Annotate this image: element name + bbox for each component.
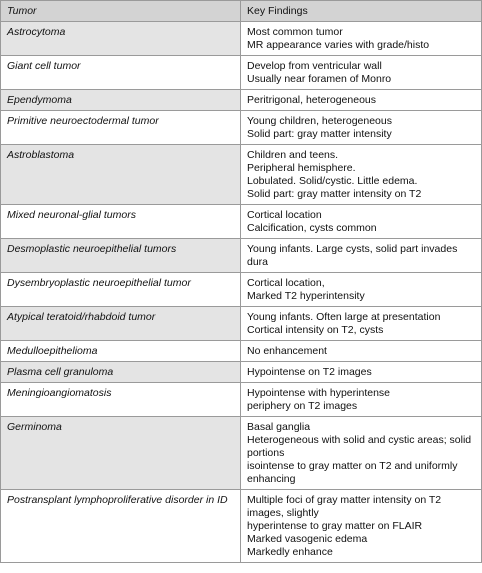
finding-line: isointense to gray matter on T2 and uniformly enhancing xyxy=(247,460,458,485)
findings-cell xyxy=(241,417,482,490)
tumor-cell: Astrocytoma xyxy=(1,22,241,56)
table-row xyxy=(1,341,482,362)
findings-cell xyxy=(241,273,482,307)
finding-line: Peripheral hemisphere. xyxy=(247,162,356,174)
tumor-cell: Medulloepithelioma xyxy=(1,341,241,362)
findings-cell xyxy=(241,111,482,145)
finding-line: Basal ganglia xyxy=(247,421,311,433)
finding-line: Cortical location xyxy=(247,209,322,221)
findings-cell xyxy=(241,383,482,417)
table-row xyxy=(1,90,482,111)
findings-cell xyxy=(241,307,482,341)
header-tumor: Tumor xyxy=(1,1,241,22)
findings-cell xyxy=(241,362,482,383)
table-row xyxy=(1,490,482,563)
finding-line: Most common tumor xyxy=(247,26,343,38)
finding-line: Cortical location, xyxy=(247,277,325,289)
tumor-cell: Desmoplastic neuroepithelial tumors xyxy=(1,239,241,273)
table-row xyxy=(1,205,482,239)
finding-line: Heterogeneous with solid and cystic areas; solid portions xyxy=(247,434,472,459)
finding-line: Marked T2 hyperintensity xyxy=(247,290,365,302)
table-row xyxy=(1,307,482,341)
header-row xyxy=(1,1,482,22)
finding-line: Young children, heterogeneous xyxy=(247,115,392,127)
table-row xyxy=(1,362,482,383)
finding-line: Usually near foramen of Monro xyxy=(247,73,392,85)
findings-cell xyxy=(241,22,482,56)
findings-cell xyxy=(241,239,482,273)
tumor-cell: Germinoma xyxy=(1,417,241,490)
tumor-cell: Primitive neuroectodermal tumor xyxy=(1,111,241,145)
findings-cell xyxy=(241,490,482,563)
table-row xyxy=(1,383,482,417)
table-row xyxy=(1,273,482,307)
tumor-cell: Mixed neuronal-glial tumors xyxy=(1,205,241,239)
finding-line: Solid part: gray matter intensity on T2 xyxy=(247,188,422,200)
tumor-cell: Giant cell tumor xyxy=(1,56,241,90)
findings-cell xyxy=(241,205,482,239)
finding-line: Calcification, cysts common xyxy=(247,222,377,234)
tumor-cell: Meningioangiomatosis xyxy=(1,383,241,417)
tumor-cell: Dysembryoplastic neuroepithelial tumor xyxy=(1,273,241,307)
finding-line: Cortical intensity on T2, cysts xyxy=(247,324,384,336)
finding-line: Marked vasogenic edema xyxy=(247,533,368,545)
finding-line: Develop from ventricular wall xyxy=(247,60,382,72)
findings-cell xyxy=(241,90,482,111)
finding-line: Multiple foci of gray matter intensity on T2 images, slightly xyxy=(247,494,442,519)
finding-line: Children and teens. xyxy=(247,149,339,161)
table-row xyxy=(1,22,482,56)
table-row xyxy=(1,145,482,205)
finding-line: Young infants. Often large at presentation xyxy=(247,311,441,323)
findings-cell xyxy=(241,145,482,205)
table-row xyxy=(1,56,482,90)
tumor-cell: Astroblastoma xyxy=(1,145,241,205)
tumor-cell: Ependymoma xyxy=(1,90,241,111)
finding-line: Solid part: gray matter intensity xyxy=(247,128,392,140)
findings-cell xyxy=(241,341,482,362)
finding-line: MR appearance varies with grade/histo xyxy=(247,39,430,51)
table-row xyxy=(1,417,482,490)
tumor-cell: Plasma cell granuloma xyxy=(1,362,241,383)
finding-line: No enhancement xyxy=(247,345,327,357)
tumor-cell: Atypical teratoid/rhabdoid tumor xyxy=(1,307,241,341)
finding-line: Peritrigonal, heterogeneous xyxy=(247,94,377,106)
finding-line: Markedly enhance xyxy=(247,546,333,558)
finding-line: periphery on T2 images xyxy=(247,400,358,412)
finding-line: Young infants. Large cysts, solid part invades dura xyxy=(247,243,458,268)
tumor-cell: Postransplant lymphoproliferative disorder in ID xyxy=(1,490,241,563)
table-row xyxy=(1,111,482,145)
finding-line: hyperintense to gray matter on FLAIR xyxy=(247,520,423,532)
table-row xyxy=(1,239,482,273)
finding-line: Lobulated. Solid/cystic. Little edema. xyxy=(247,175,418,187)
finding-line: Hypointense with hyperintense xyxy=(247,387,391,399)
finding-line: Hypointense on T2 images xyxy=(247,366,372,378)
findings-cell xyxy=(241,56,482,90)
header-key-findings: Key Findings xyxy=(241,1,482,22)
